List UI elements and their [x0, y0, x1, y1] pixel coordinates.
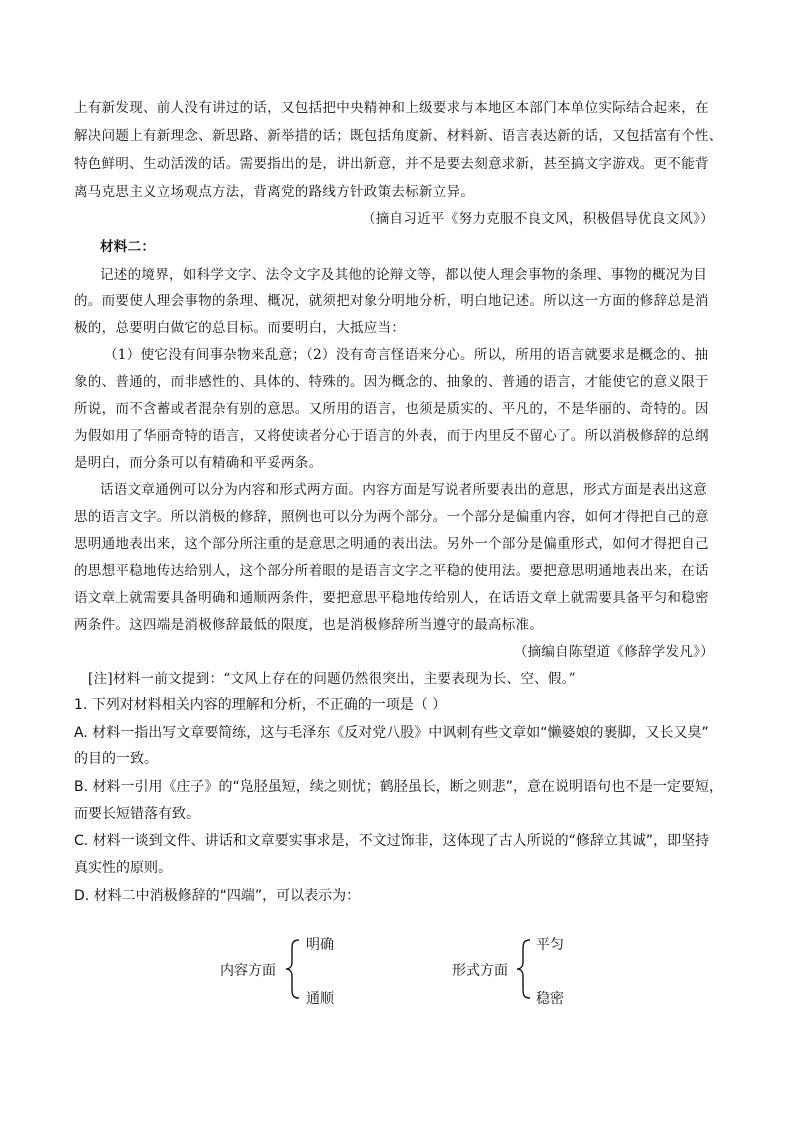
material2-line: 象的、普通的，而非感性的、具体的、特殊的。因为概念的、抽象的、普通的语言，才能使它的意义限于 — [74, 374, 709, 390]
material2-line: 的思想平稳地传达给别人，这个部分所着眼的是语言文字之平稳的使用法。要把意思明通地表出来，在话 — [74, 563, 709, 579]
diagram-form-label: 形式方面 — [452, 963, 508, 979]
diagram-form-top: 平匀 — [536, 937, 564, 953]
material2-line: 记述的境界，如科学文字、法令文字及其他的论辩文等，都以使人理会事物的条理、事物的概况为目 — [100, 267, 708, 283]
material2-line: 所说，而不含蓄或者混杂有别的意思。又所用的语言，也须是质实的、平凡的，不是华丽的、奇特的。因 — [74, 401, 709, 417]
option-a-line: A. 材料一指出写文章要简练，这与毛泽东《反对党八股》中讽刺有些文章如“懒婆娘的裹脚，又长又臭” — [74, 725, 709, 741]
material2-line: 语文章上就需要具备明确和通顺两条件，要把意思平稳地传给别人，在话语文章上就需要具备平匀和稳密 — [74, 590, 709, 606]
material1-source: （摘自习近平《努力克服不良文风，积极倡导优良文风》） — [361, 211, 714, 227]
option-b-line: 而要长短错落有致。 — [74, 806, 200, 822]
material1-line: 离马克思主义立场观点方法，背离党的路线方针政策去标新立异。 — [74, 184, 475, 200]
material2-source: （摘编自陈望道《修辞学发凡》） — [513, 644, 714, 660]
option-c-line: 真实性的原则。 — [74, 860, 172, 876]
material1-line: 上有新发现、前人没有讲过的话，又包括把中央精神和上级要求与本地区本部门本单位实际结合起来，在 — [74, 100, 709, 116]
material2-line: 思明通地表出来，这个部分所注重的是意思之明通的表出法。另外一个部分是偏重形式，如何才得把自己 — [74, 536, 709, 552]
material2-title: 材料二： — [100, 239, 156, 255]
diagram-form-bottom: 稳密 — [536, 991, 564, 1007]
question-stem: 1. 下列对材料相关内容的理解和分析，不正确的一项是（ ） — [74, 697, 447, 713]
right-brace-icon — [514, 938, 534, 1000]
diagram-content-top: 明确 — [306, 937, 334, 953]
option-c-line: C. 材料一谈到文件、讲话和文章要实事求是，不文过饰非，这体现了古人所说的“修辞立其诚”，即坚持 — [74, 833, 710, 849]
diagram-content-label: 内容方面 — [220, 963, 276, 979]
material2-line: 话语文章通例可以分为内容和形式两方面。内容方面是写说者所要表出的意思，形式方面是表出这意 — [100, 482, 708, 498]
material2-line: 极的，总要明白做它的总目标。而要明白，大抵应当： — [74, 320, 406, 336]
material2-line: 的。而要使人理会事物的条理、概况，就须把对象分明地分析，明白地记述。所以这一方面的修辞总是消 — [74, 293, 709, 309]
material2-line: 为假如用了华丽奇特的语言，又将使读者分心于语言的外表，而于内里反不留心了。所以消极修辞的总纲 — [74, 428, 709, 444]
material2-line: （1）使它没有间事杂物来乱意；（2）没有奇言怪语来分心。所以，所用的语言就要求是概念的、抽 — [104, 347, 709, 363]
option-d-line: D. 材料二中消极修辞的“四端”，可以表示为： — [74, 888, 361, 904]
material2-line: 两条件。这四端是消极修辞最低的限度，也是消极修辞所当遵守的最高标准。 — [74, 617, 544, 633]
note-text: [注]材料一前文提到：“文风上存在的问题仍然很突出，主要表现为长、空、假。” — [88, 671, 576, 687]
material2-line: 是明白，而分条可以有精确和平妥两条。 — [74, 455, 323, 471]
option-a-line: 的目的一致。 — [74, 751, 158, 767]
material2-line: 思的语言文字。所以消极的修辞，照例也可以分为两个部分。一个部分是偏重内容，如何才得把自己的意 — [74, 509, 709, 525]
material1-line: 特色鲜明、生动活泼的话。需要指出的是，讲出新意，并不是要去刻意求新，甚至搞文字游戏。更不能背 — [74, 156, 709, 172]
diagram-content-bottom: 通顺 — [306, 991, 334, 1007]
material1-line: 解决问题上有新理念、新思路、新举措的话；既包括角度新、材料新、语言表达新的话，又包括富有个性、 — [74, 128, 723, 144]
left-brace-icon — [283, 938, 303, 1000]
option-b-line: B. 材料一引用《庄子》的“凫胫虽短，续之则忧；鹤胫虽长，断之则悲”，意在说明语句也不是一定要短， — [74, 779, 724, 795]
